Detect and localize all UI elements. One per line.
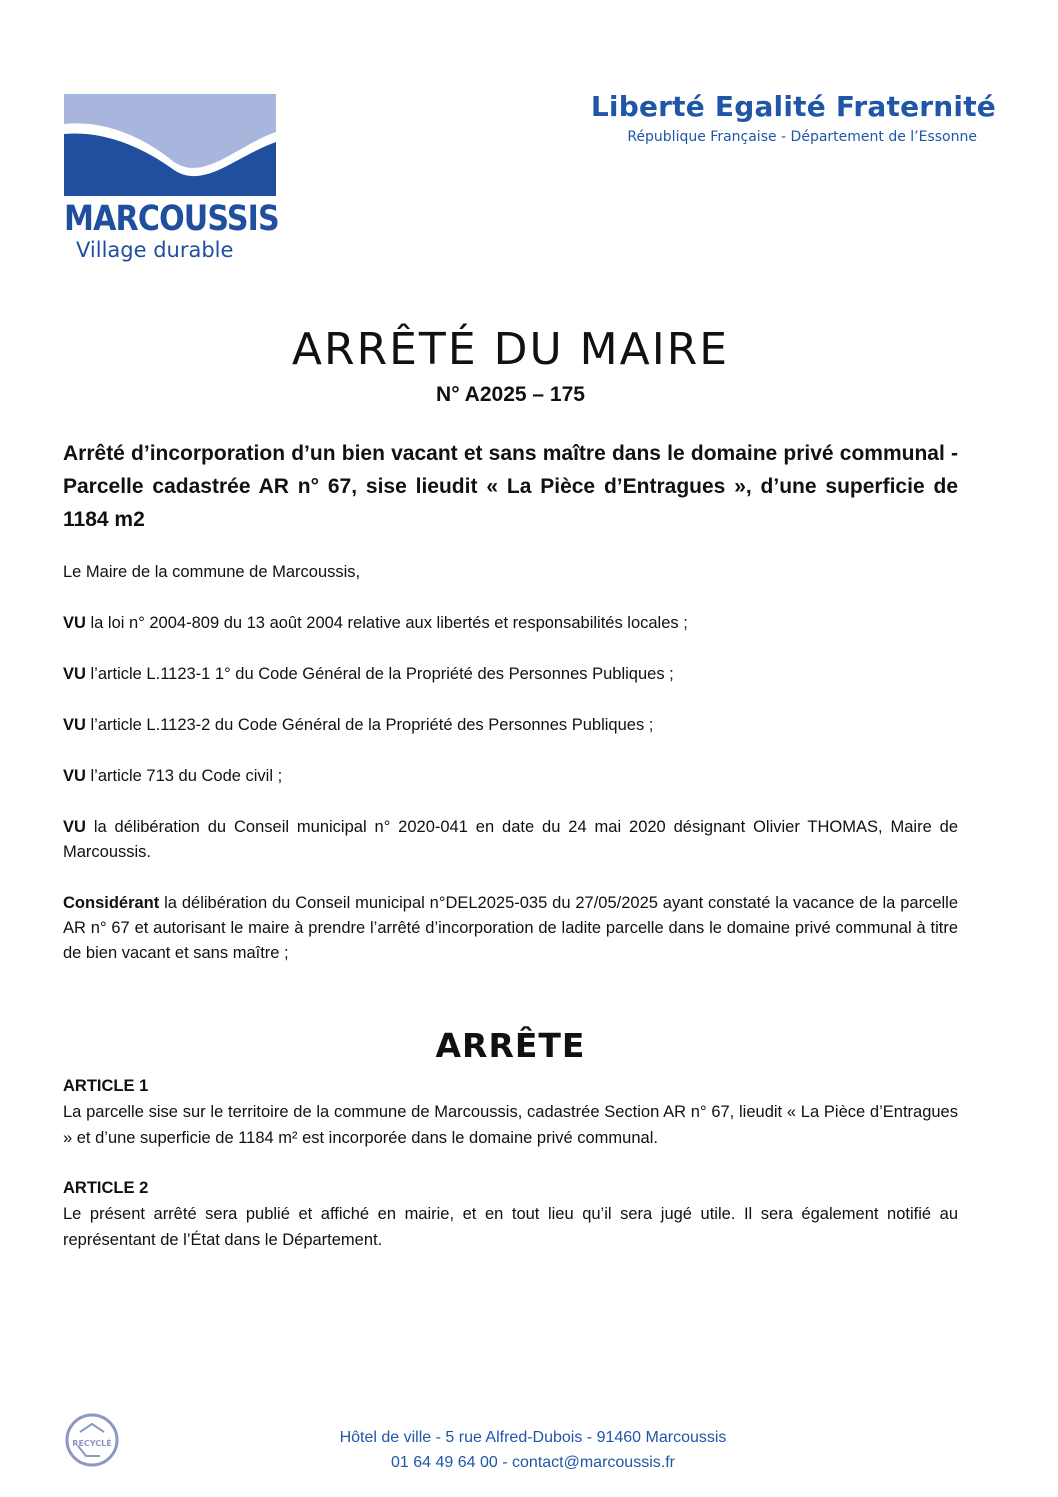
footer — [0, 1425, 1058, 1475]
preamble-lead: VU — [63, 614, 86, 632]
motto-sub: République Française - Département de l’Essonne — [627, 129, 977, 145]
document-subject: Arrêté d’incorporation d’un bien vacant et sans maître dans le domaine privé communal - Parcelle cadastrée AR n° 67, sise lieudit « La Pièce d’Entragues », d’une superficie de 1184 m2 — [63, 442, 958, 531]
preamble-text: la délibération du Conseil municipal n°DEL2025-035 du 27/05/2025 ayant constaté la vacance de la parcelle AR n° 67 et autorisant le maire à prendre l’arrêté d’incorporation de ladite parcelle dans le domaine privé communal à titre de bien vacant et sans maître ; — [63, 894, 958, 962]
preamble-lead: VU — [63, 818, 86, 836]
preamble-intro: Le Maire de la commune de Marcoussis, — [63, 563, 361, 581]
marcoussis-logo — [64, 94, 279, 262]
footer-contact: 01 64 49 64 00 - contact@marcoussis.fr — [391, 1454, 675, 1471]
preamble-item — [63, 891, 958, 966]
preamble-item — [63, 713, 958, 738]
preamble-lead: VU — [63, 767, 86, 785]
preamble-text: l’article L.1123-2 du Code Général de la Propriété des Personnes Publiques ; — [85, 716, 654, 734]
preamble-lead: VU — [63, 716, 86, 734]
recycle-label: RECYCLÉ — [72, 1439, 112, 1448]
preamble-lead: Considérant — [63, 894, 160, 912]
marcoussis-wave-logo-icon — [64, 94, 276, 196]
preamble-text: l’article L.1123-1 1° du Code Général de la Propriété des Personnes Publiques ; — [85, 665, 674, 683]
preamble-item — [63, 764, 958, 789]
articles — [63, 1073, 958, 1277]
preamble-item — [63, 815, 958, 865]
logo-name: MARCOUSSIS — [64, 199, 279, 239]
article-heading: ARTICLE 2 — [63, 1179, 149, 1197]
footer-address: Hôtel de ville - 5 rue Alfred-Dubois - 91460 Marcoussis — [339, 1429, 727, 1446]
preamble — [63, 560, 958, 992]
logo-tagline: Village durable — [76, 238, 234, 262]
motto-main: Liberté Egalité Fraternité — [590, 90, 996, 123]
article-heading: ARTICLE 1 — [63, 1077, 149, 1095]
preamble-lead: VU — [63, 665, 86, 683]
article-text: La parcelle sise sur le territoire de la commune de Marcoussis, cadastrée Section AR n° 67, lieudit « La Pièce d’Entragues » et d’une superficie de 1184 m² est incorporée dans le domaine privé communal. — [63, 1103, 958, 1147]
decision-heading: ARRÊTE — [435, 1026, 586, 1065]
preamble-text: la loi n° 2004-809 du 13 août 2004 relative aux libertés et responsabilités locales ; — [85, 614, 688, 632]
republic-motto — [591, 88, 996, 148]
preamble-item — [63, 611, 958, 636]
document-title: ARRÊTÉ DU MAIRE — [291, 324, 730, 375]
preamble-item — [63, 662, 958, 687]
article-text: Le présent arrêté sera publié et affiché en mairie, et en tout lieu qu’il sera jugé utile. Il sera également notifié au représentant de l’État dans le Département. — [63, 1205, 958, 1249]
preamble-text: la délibération du Conseil municipal n° 2020-041 en date du 24 mai 2020 désignant Olivier THOMAS, Maire de Marcoussis. — [63, 818, 958, 861]
document-number: N° A2025 – 175 — [436, 383, 585, 406]
preamble-text: l’article 713 du Code civil ; — [85, 767, 283, 785]
